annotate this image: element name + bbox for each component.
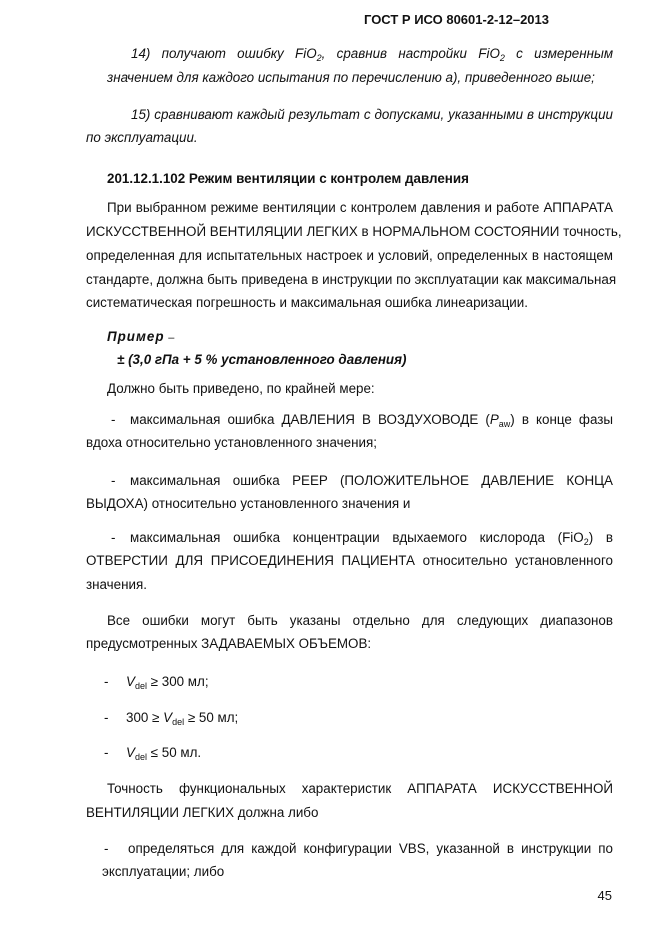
bullet-2-line-1: максимальная ошибка PEEP (ПОЛОЖИТЕЛЬНОЕ ДАВЛЕНИЕ КОНЦА [130, 473, 613, 488]
para-2-line-2: предусмотренных ЗАДАВАЕМЫХ ОБЪЕМОВ: [86, 636, 372, 651]
bullet-2-line-2: ВЫДОХА) относительно установленного значения и [86, 496, 411, 511]
last-bullet-line-2: эксплуатации; либо [102, 864, 225, 879]
item-15-line-2: по эксплуатации. [86, 130, 198, 145]
range-3: $V_{del} \le 50$ мл. [126, 745, 202, 762]
item-14-line-2: значением для каждого испытания по перечислению а), приведенного выше; [107, 70, 595, 85]
bullet-dash: - [111, 412, 116, 427]
bullet-dash: - [111, 530, 116, 545]
item-15-line-1: 15) сравнивают каждый результат с допусками, указанными в инструкции [131, 107, 613, 122]
bullet-dash: - [104, 841, 109, 856]
range-2: $300 \ge V_{del} \ge 50$ мл; [126, 710, 239, 727]
para-1-line-2: ИСКУССТВЕННОЙ ВЕНТИЛЯЦИИ ЛЕГКИХ в НОРМАЛЬНОМ СОСТОЯНИИ точность, [86, 224, 622, 239]
bullet-3-line-1: максимальная ошибка концентрации вдыхаемого кислорода (FiO$_2$) в [130, 530, 614, 547]
item-14-line-1: 14) получают ошибку FiO$_2$, сравнив настройки FiO$_2$ с измеренным [131, 46, 613, 63]
bullet-1-line-1: максимальная ошибка ДАВЛЕНИЯ В ВОЗДУХОВОДЕ $(P_{aw})$ в конце фазы [130, 412, 614, 429]
section-title: 201.12.1.102 Режим вентиляции с контролем давления [107, 171, 469, 186]
range-dash: - [104, 745, 109, 760]
bullet-3-line-3: значения. [86, 577, 147, 592]
range-1: $V_{del} \ge 300$ мл; [126, 674, 209, 691]
para-1-line-4: стандарте, должна быть приведена в инструкции по эксплуатации как максимальная [86, 272, 617, 287]
example-formula: ± (3,0 гПа + 5 % установленного давления) [117, 352, 407, 367]
para-3-line-2: ВЕНТИЛЯЦИИ ЛЕГКИХ должна либо [86, 805, 319, 820]
para-1-line-5: систематическая погрешность и максимальная ошибка линеаризации. [86, 295, 528, 310]
example-label: Пример – [107, 329, 175, 344]
bullet-dash: - [111, 473, 116, 488]
document-header: ГОСТ Р ИСО 80601-2-12–2013 [364, 12, 549, 27]
bullet-3-line-2: ОТВЕРСТИИ ДЛЯ ПРИСОЕДИНЕНИЯ ПАЦИЕНТА относительно установленного [86, 553, 613, 568]
para-1-line-3: определенная для испытательных настроек и условий, определенных в настоящем [86, 248, 613, 263]
minimum-requirements-intro: Должно быть приведено, по крайней мере: [107, 381, 375, 396]
para-1-line-1: При выбранном режиме вентиляции с контролем давления и работе АППАРАТА [107, 200, 613, 215]
range-dash: - [104, 674, 109, 689]
last-bullet-line-1: определяться для каждой конфигурации VBS, указанной в инструкции по [128, 841, 613, 856]
page-number: 45 [597, 888, 612, 903]
para-2-line-1: Все ошибки могут быть указаны отдельно для следующих диапазонов [107, 613, 613, 628]
range-dash: - [104, 710, 109, 725]
bullet-1-line-2: вдоха относительно установленного значения; [86, 435, 377, 450]
para-3-line-1: Точность функциональных характеристик АППАРАТА ИСКУССТВЕННОЙ [107, 781, 613, 796]
